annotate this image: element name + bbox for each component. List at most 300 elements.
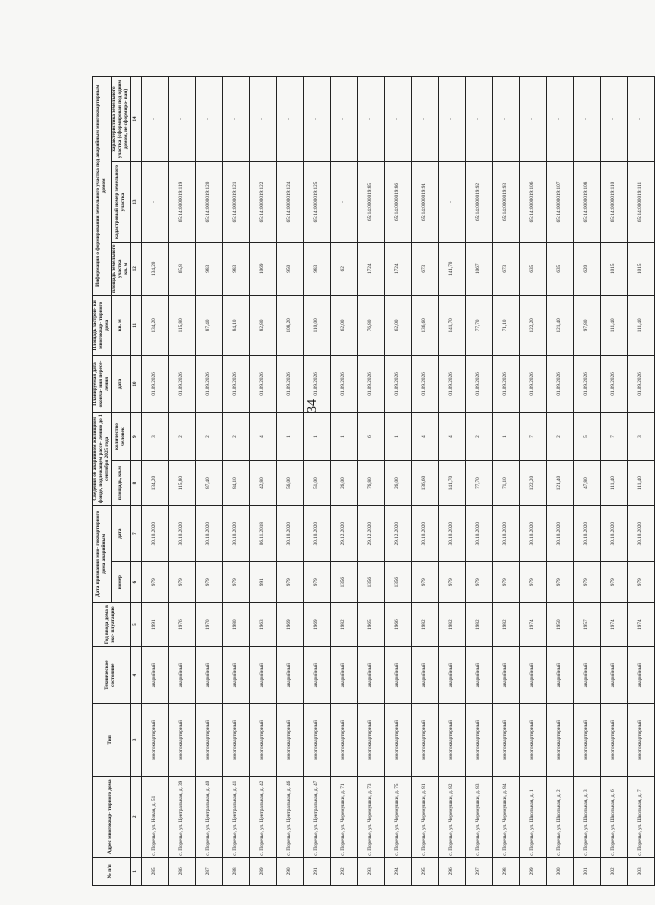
characteristic-cell: - [168,77,195,162]
address-cell: с. Поречье, ул. Черемушки, д. 82 [438,776,465,857]
type-cell: многоквартирный [411,704,438,777]
address-cell: с. Поречье, ул. Школьная, д. 7 [627,776,654,857]
cadastral-cell: 65:14:0000019:91 [411,162,438,243]
characteristic-cell: - [411,77,438,162]
header-building-area: Площадь застрой- ки многоквар- тирного дома [93,295,112,356]
table-header [93,77,142,886]
recognition-date-cell: 30.10.2020 [600,505,627,562]
residents-count-cell: 2 [195,412,222,461]
residents-area-cell: 87,40 [195,461,222,505]
year-cell: 1969 [276,602,303,646]
cadastral-cell: 65:14:0000019:110 [600,162,627,243]
plot-area-cell: 1724 [384,242,411,295]
recognition-num-cell: 979 [465,562,492,602]
recognition-date-cell: 30.10.2020 [465,505,492,562]
recognition-num-cell: 979 [492,562,519,602]
tech-state-cell: аварийный [168,647,195,704]
residents-area-cell: 76,80 [357,461,384,505]
recognition-num-cell: 1356 [357,562,384,602]
characteristic-cell: - [573,77,600,162]
header-plot-area-unit: кв. м [122,262,129,275]
recognition-date-cell: 30.10.2020 [519,505,546,562]
document-sheet [92,76,643,886]
residents-area-cell: 71,10 [492,461,519,505]
header-year: Год ввода дома в экс- плуатацию [93,602,131,646]
tech-state-cell: аварийный [195,647,222,704]
header-planned-date: дата [111,356,130,413]
characteristic-cell: - [519,77,546,162]
planned-date-cell: 01.09.2026 [276,356,303,413]
recognition-num-cell: 1356 [330,562,357,602]
address-cell: с. Поречье, ул. Центральная, д. 41 [222,776,249,857]
row-number-cell: 297 [465,857,492,885]
residents-area-cell: 141,70 [438,461,465,505]
residents-area-cell: 122,20 [519,461,546,505]
planned-date-cell: 01.09.2026 [249,356,276,413]
recognition-num-cell: 979 [600,562,627,602]
characteristic-cell: - [465,77,492,162]
cadastral-cell: 65:14:0000019:125 [303,162,330,243]
tech-state-cell: аварийный [276,647,303,704]
building-area-cell: 62,00 [330,295,357,356]
planned-date-cell: 01.09.2026 [519,356,546,413]
column-number: 4 [130,647,141,704]
address-cell: с. Поречье, ул. Новая, д. 51 [141,776,168,857]
recognition-num-cell: 979 [168,562,195,602]
table-row [492,77,519,886]
tech-state-cell: аварийный [357,647,384,704]
header-address: Адрес многоквар- тирного дома [93,776,131,857]
table-row [384,77,411,886]
cadastral-cell: 65:14:0000019:111 [627,162,654,243]
residents-count-cell: 4 [438,412,465,461]
table-row [546,77,573,886]
column-number: 7 [130,505,141,562]
cadastral-cell: 65:14:0000019:119 [168,162,195,243]
address-cell: с. Поречье, ул. Центральная, д. 46 [276,776,303,857]
type-cell: многоквартирный [627,704,654,777]
recognition-date-cell: 30.10.2020 [411,505,438,562]
planned-date-cell: 01.09.2026 [141,356,168,413]
type-cell: многоквартирный [195,704,222,777]
type-cell: многоквартирный [276,704,303,777]
building-area-cell: 97,80 [573,295,600,356]
row-number-cell: 294 [384,857,411,885]
year-cell: 1965 [357,602,384,646]
table-row [195,77,222,886]
column-number: 3 [130,704,141,777]
recognition-num-cell: 979 [519,562,546,602]
cadastral-cell: - [141,162,168,243]
plot-area-cell: 134,20 [141,242,168,295]
plot-area-cell: 1724 [357,242,384,295]
address-cell: с. Поречье, ул. Черемушки, д. 71 [330,776,357,857]
residents-area-cell: 26,00 [384,461,411,505]
building-area-cell: 134,20 [141,295,168,356]
type-cell: многоквартирный [303,704,330,777]
plot-area-cell: 983 [303,242,330,295]
type-cell: многоквартирный [222,704,249,777]
header-plot-area-label: площадь земельного участка [110,244,123,293]
tech-state-cell: аварийный [492,647,519,704]
plot-area-cell: 1069 [249,242,276,295]
recognition-date-cell: 29.12.2020 [330,505,357,562]
recognition-num-cell: 1356 [384,562,411,602]
rotated-table-wrapper [92,76,643,886]
address-cell: с. Поречье, ул. Центральная, д. 39 [168,776,195,857]
page-number: 34 [305,399,320,413]
recognition-num-cell: 979 [222,562,249,602]
recognition-date-cell: 30.10.2020 [276,505,303,562]
residents-area-cell: 47,80 [573,461,600,505]
residents-area-cell: 51,00 [303,461,330,505]
year-cell: 1974 [519,602,546,646]
header-residents-area: площадь, кв.м [111,461,130,505]
plot-area-cell: 1067 [465,242,492,295]
building-area-cell: 76,80 [357,295,384,356]
characteristic-cell: - [384,77,411,162]
residents-count-cell: 1 [303,412,330,461]
type-cell: многоквартирный [546,704,573,777]
address-cell: с. Поречье, ул. Центральная, д. 47 [303,776,330,857]
table-row [222,77,249,886]
table-row [330,77,357,886]
tech-state-cell: аварийный [546,647,573,704]
column-number: 12 [130,242,141,295]
characteristic-cell: - [438,77,465,162]
recognition-num-cell: 979 [195,562,222,602]
year-cell: 1950 [546,602,573,646]
tech-state-cell: аварийный [519,647,546,704]
row-number-cell: 301 [573,857,600,885]
recognition-num-cell: 991 [249,562,276,602]
column-number: 9 [130,412,141,461]
characteristic-cell: - [600,77,627,162]
year-cell: 1982 [330,602,357,646]
column-number: 6 [130,562,141,602]
type-cell: многоквартирный [384,704,411,777]
residents-count-cell: 2 [168,412,195,461]
planned-date-cell: 01.09.2026 [546,356,573,413]
plot-area-cell: 62 [330,242,357,295]
type-cell: многоквартирный [519,704,546,777]
residents-count-cell: 3 [141,412,168,461]
recognition-num-cell: 979 [546,562,573,602]
header-num: № п/п [93,857,131,885]
characteristic-cell: - [546,77,573,162]
cadastral-cell: 65:14:0000019:86 [384,162,411,243]
column-number: 10 [130,356,141,413]
cadastral-cell: 65:14:0000019:120 [195,162,222,243]
column-number: 2 [130,776,141,857]
header-characteristic: характеристика земельного участка (сформирован под одним домом, не сформиро- ван) [111,77,130,162]
row-number-cell: 293 [357,857,384,885]
row-number-cell: 287 [195,857,222,885]
address-cell: с. Поречье, ул. Черемушки, д. 73 [357,776,384,857]
building-area-cell: 110,00 [303,295,330,356]
row-number-cell: 303 [627,857,654,885]
recognition-date-cell: 30.10.2020 [573,505,600,562]
type-cell: многоквартирный [438,704,465,777]
planned-date-cell: 01.09.2026 [438,356,465,413]
residents-area-cell: 84,10 [222,461,249,505]
header-recognition-num: номер [111,562,130,602]
type-cell: многоквартирный [465,704,492,777]
planned-date-cell: 01.09.2026 [600,356,627,413]
cadastral-cell: 65:14:0000019:107 [546,162,573,243]
recognition-date-cell: 30.10.2020 [627,505,654,562]
cadastral-cell: 65:14:0000019:121 [222,162,249,243]
header-plot-info: Информация о формировании земельного участка под аварийным многоквартирным домом [93,77,112,296]
header-tech-state: Техническое состояние [93,647,131,704]
address-cell: с. Поречье, ул. Черемушки, д. 83 [465,776,492,857]
row-number-cell: 295 [411,857,438,885]
building-area-cell: 82,80 [249,295,276,356]
cadastral-cell: - [438,162,465,243]
table-row [357,77,384,886]
planned-date-cell: 01.09.2026 [303,356,330,413]
table-row [573,77,600,886]
year-cell: 1982 [411,602,438,646]
year-cell: 1980 [222,602,249,646]
recognition-date-cell: 29.12.2020 [384,505,411,562]
column-number: 11 [130,295,141,356]
building-area-cell: 111,40 [627,295,654,356]
address-cell: с. Поречье, ул. Черемушки, д. 81 [411,776,438,857]
plot-area-cell: 673 [492,242,519,295]
recognition-num-cell: 979 [438,562,465,602]
table-row [276,77,303,886]
cadastral-cell: 65:14:0000019:124 [276,162,303,243]
tech-state-cell: аварийный [411,647,438,704]
residents-count-cell: 1 [492,412,519,461]
residents-area-cell: 134,20 [141,461,168,505]
table-row [627,77,654,886]
characteristic-cell: - [303,77,330,162]
residents-area-cell: 121,40 [546,461,573,505]
building-area-cell: 122,20 [519,295,546,356]
planned-date-cell: 01.09.2026 [411,356,438,413]
residents-area-cell: 56,00 [276,461,303,505]
plot-area-cell: 635 [519,242,546,295]
recognition-date-cell: 30.10.2020 [141,505,168,562]
recognition-num-cell: 979 [573,562,600,602]
planned-date-cell: 01.09.2026 [465,356,492,413]
residents-count-cell: 3 [627,412,654,461]
tech-state-cell: аварийный [465,647,492,704]
tech-state-cell: аварийный [627,647,654,704]
plot-area-cell: 983 [195,242,222,295]
recognition-date-cell: 30.10.2020 [303,505,330,562]
building-area-cell: 141,70 [438,295,465,356]
recognition-num-cell: 979 [627,562,654,602]
characteristic-cell: - [249,77,276,162]
address-cell: с. Поречье, ул. Черемушки, д. 75 [384,776,411,857]
planned-date-cell: 01.09.2026 [330,356,357,413]
year-cell: 1974 [600,602,627,646]
plot-area-cell: 1015 [627,242,654,295]
characteristic-cell: - [357,77,384,162]
residents-count-cell: 7 [600,412,627,461]
tech-state-cell: аварийный [222,647,249,704]
cadastral-cell: 65:14:0000019:106 [519,162,546,243]
column-number: 5 [130,602,141,646]
building-area-cell: 77,70 [465,295,492,356]
planned-date-cell: 01.09.2026 [627,356,654,413]
row-number-cell: 290 [276,857,303,885]
residents-area-cell: 111,40 [600,461,627,505]
type-cell: многоквартирный [573,704,600,777]
cadastral-cell: 65:14:0000019:92 [465,162,492,243]
table-row [438,77,465,886]
row-number-cell: 292 [330,857,357,885]
type-cell: многоквартирный [330,704,357,777]
recognition-date-cell: 30.10.2020 [222,505,249,562]
cadastral-cell: 65:14:0000019:85 [357,162,384,243]
address-cell: с. Поречье, ул. Центральная, д. 40 [195,776,222,857]
recognition-date-cell: 30.10.2020 [492,505,519,562]
recognition-date-cell: 29.12.2020 [357,505,384,562]
recognition-num-cell: 979 [141,562,168,602]
residents-count-cell: 7 [519,412,546,461]
residents-area-cell: 111,40 [627,461,654,505]
header-residents: Сведения об аварийном жилищном фонде, подлежащем рассе- лению до 1 сентября 2025 года [93,412,112,505]
plot-area-cell: 620 [573,242,600,295]
residents-area-cell: 77,70 [465,461,492,505]
row-number-cell: 296 [438,857,465,885]
column-number: 8 [130,461,141,505]
tech-state-cell: аварийный [330,647,357,704]
recognition-date-cell: 06.11.2018 [249,505,276,562]
table-body [141,77,654,886]
tech-state-cell: аварийный [249,647,276,704]
residents-count-cell: 1 [276,412,303,461]
emergency-housing-table [92,76,655,886]
tech-state-cell: аварийный [438,647,465,704]
building-area-cell: 115,80 [168,295,195,356]
row-number-cell: 289 [249,857,276,885]
recognition-date-cell: 30.10.2020 [546,505,573,562]
building-area-cell: 87,40 [195,295,222,356]
plot-area-cell: 983 [222,242,249,295]
residents-count-cell: 2 [546,412,573,461]
recognition-num-cell: 979 [276,562,303,602]
address-cell: с. Поречье, ул. Школьная, д. 3 [573,776,600,857]
type-cell: многоквартирный [492,704,519,777]
row-number-cell: 288 [222,857,249,885]
building-area-cell: 111,40 [600,295,627,356]
table-row [249,77,276,886]
residents-area-cell: 115,80 [168,461,195,505]
row-number-cell: 286 [168,857,195,885]
header-recognition-date: дата [111,505,130,562]
year-cell: 1982 [492,602,519,646]
address-cell: с. Поречье, ул. Черемушки, д. 84 [492,776,519,857]
year-cell: 1976 [168,602,195,646]
residents-area-cell: 42,80 [249,461,276,505]
tech-state-cell: аварийный [303,647,330,704]
planned-date-cell: 01.09.2026 [222,356,249,413]
building-area-cell: 108,20 [276,295,303,356]
type-cell: многоквартирный [357,704,384,777]
year-cell: 1957 [573,602,600,646]
address-cell: с. Поречье, ул. Школьная, д. 1 [519,776,546,857]
characteristic-cell: - [141,77,168,162]
tech-state-cell: аварийный [573,647,600,704]
characteristic-cell: - [330,77,357,162]
residents-count-cell: 6 [357,412,384,461]
planned-date-cell: 01.09.2026 [168,356,195,413]
row-number-cell: 302 [600,857,627,885]
recognition-date-cell: 30.10.2020 [438,505,465,562]
characteristic-cell: - [276,77,303,162]
column-number: 13 [130,162,141,243]
header-residents-count: количество человек [111,412,130,461]
recognition-num-cell: 979 [411,562,438,602]
table-row [600,77,627,886]
building-area-cell: 62,00 [384,295,411,356]
cadastral-cell: 65:14:0000019:122 [249,162,276,243]
cadastral-cell: - [330,162,357,243]
header-cadastral: кадастровый номер земельного участка [111,162,130,243]
plot-area-cell: 950 [276,242,303,295]
recognition-date-cell: 30.10.2020 [168,505,195,562]
plot-area-cell: 673 [411,242,438,295]
type-cell: многоквартирный [249,704,276,777]
plot-area-cell: 1015 [600,242,627,295]
header-area-unit: кв. м [111,295,130,356]
residents-count-cell: 2 [222,412,249,461]
column-number: 14 [130,77,141,162]
plot-area-cell: 65,8 [168,242,195,295]
characteristic-cell: - [222,77,249,162]
residents-count-cell: 2 [465,412,492,461]
header-type: Тип [93,704,131,777]
residents-count-cell: 4 [249,412,276,461]
planned-date-cell: 01.09.2026 [492,356,519,413]
table-row [519,77,546,886]
year-cell: 1974 [627,602,654,646]
planned-date-cell: 01.09.2026 [384,356,411,413]
row-number-cell: 298 [492,857,519,885]
type-cell: многоквартирный [600,704,627,777]
residents-area-cell: 26,00 [330,461,357,505]
planned-date-cell: 01.09.2026 [357,356,384,413]
header-plot-area [111,242,130,295]
recognition-num-cell: 979 [303,562,330,602]
residents-count-cell: 5 [573,412,600,461]
address-cell: с. Поречье, ул. Центральная, д. 42 [249,776,276,857]
residents-area-cell: 136,60 [411,461,438,505]
residents-count-cell: 1 [330,412,357,461]
cadastral-cell: 65:14:0000019:93 [492,162,519,243]
year-cell: 1969 [303,602,330,646]
year-cell: 1970 [195,602,222,646]
characteristic-cell: - [195,77,222,162]
address-cell: с. Поречье, ул. Школьная, д. 6 [600,776,627,857]
building-area-cell: 84,10 [222,295,249,356]
row-number-cell: 291 [303,857,330,885]
row-number-cell: 285 [141,857,168,885]
planned-date-cell: 01.09.2026 [573,356,600,413]
table-row [168,77,195,886]
type-cell: многоквартирный [168,704,195,777]
tech-state-cell: аварийный [600,647,627,704]
year-cell: 1982 [438,602,465,646]
building-area-cell: 136,60 [411,295,438,356]
row-number-cell: 299 [519,857,546,885]
tech-state-cell: аварийный [384,647,411,704]
